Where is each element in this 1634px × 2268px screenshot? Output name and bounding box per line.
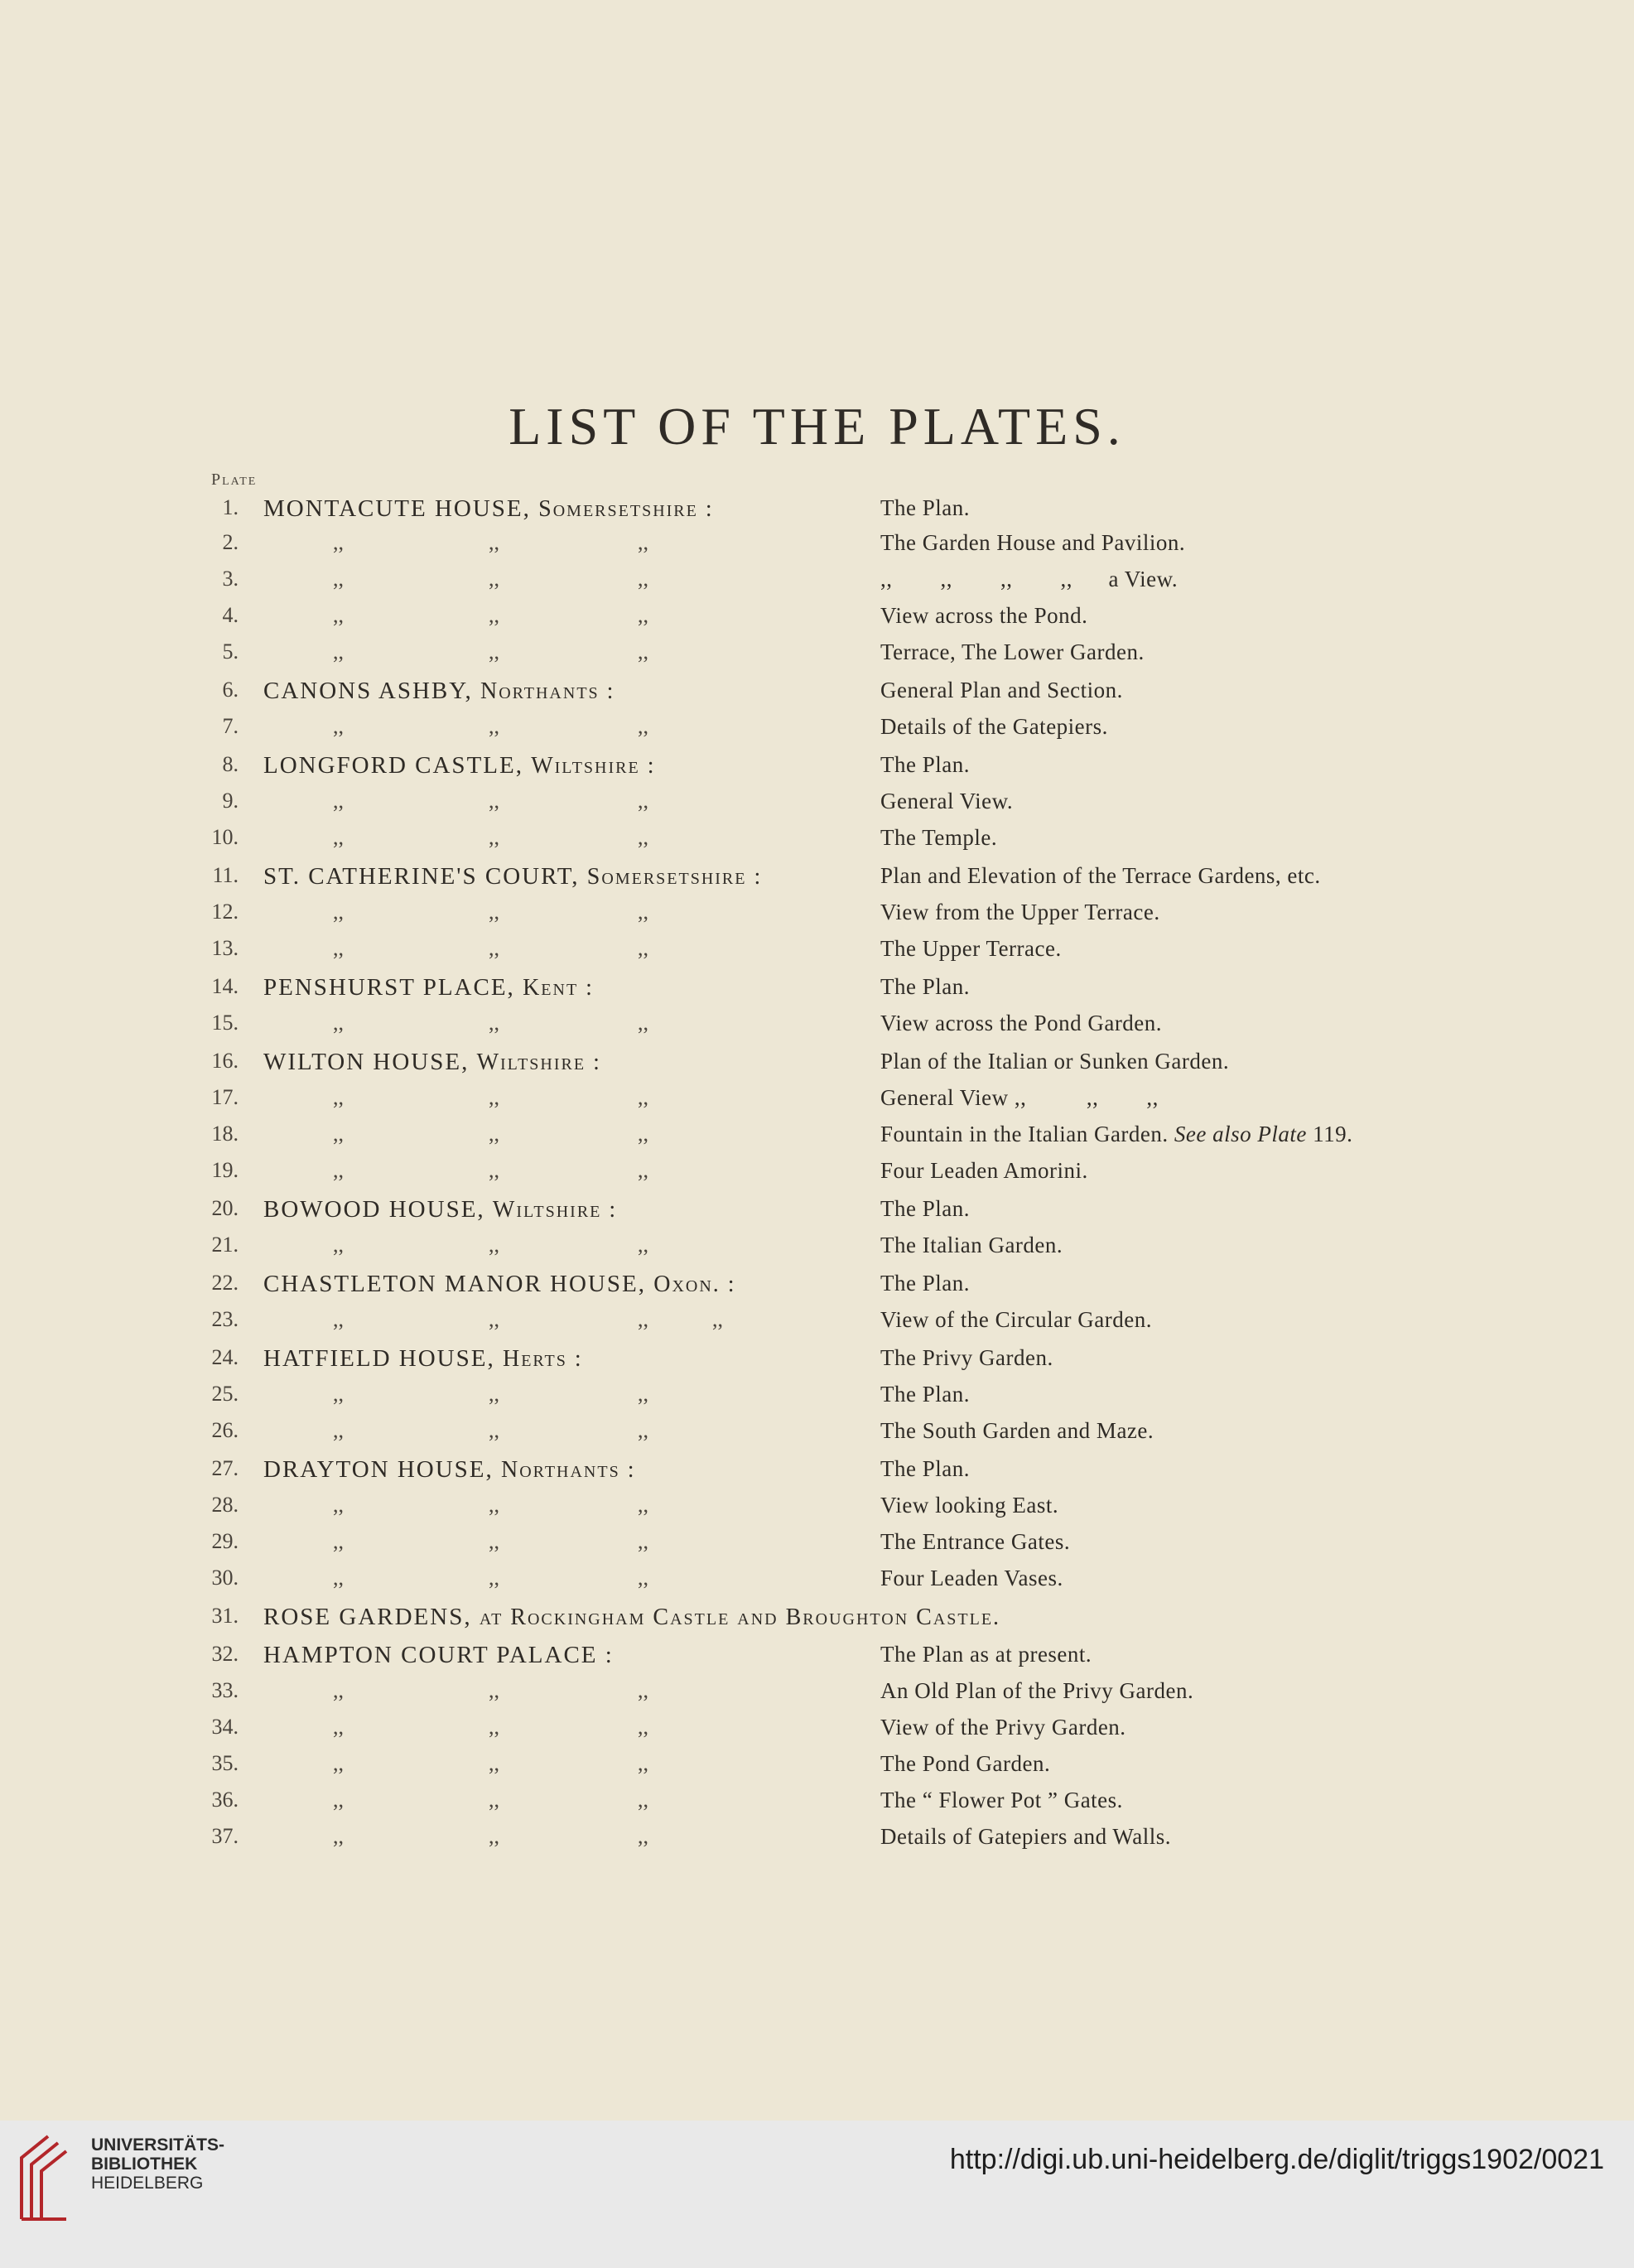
- ditto-mark: ,,: [333, 936, 344, 960]
- ditto-mark: ,,: [333, 900, 344, 924]
- place-name: [263, 678, 615, 705]
- plate-number: 29.: [211, 1529, 239, 1553]
- table-row: [0, 1529, 1634, 1562]
- county-name: at Rockingham Castle and Broughton Castle.: [479, 1604, 1001, 1630]
- ditto-mark: ,,: [638, 1011, 648, 1035]
- plate-description: [880, 1751, 1050, 1777]
- ditto-mark: ,,: [489, 1307, 499, 1331]
- description-text: View across the Pond Garden.: [880, 1011, 1163, 1035]
- ditto-mark: ,,: [638, 1158, 648, 1182]
- description-text: The Entrance Gates.: [880, 1529, 1071, 1554]
- plate-number: 28.: [211, 1493, 239, 1517]
- table-row: [0, 1233, 1634, 1266]
- plate-number: 36.: [211, 1788, 239, 1812]
- description-text: The Pond Garden.: [880, 1751, 1051, 1776]
- description-text: Four Leaden Amorini.: [880, 1158, 1088, 1183]
- plate-description: [880, 825, 997, 851]
- plate-number: 1.: [222, 495, 239, 519]
- ditto-mark: ,,: [333, 714, 344, 738]
- ditto-mark: ,,: [638, 1418, 648, 1442]
- ditto-mark: ,,: [333, 1788, 344, 1812]
- description-text: The “ Flower Pot ” Gates.: [880, 1788, 1123, 1812]
- plate-number: 6.: [222, 678, 239, 702]
- ditto-mark: ,,: [638, 936, 648, 960]
- table-row: [0, 752, 1634, 785]
- description-text: Plan and Elevation of the Terrace Gardens, etc.: [880, 863, 1321, 888]
- description-text: View from the Upper Terrace.: [880, 900, 1160, 924]
- ditto-mark: ,,: [638, 1678, 648, 1702]
- plate-description: [880, 1642, 1092, 1667]
- plate-description: [880, 936, 1062, 962]
- plate-description: [880, 1085, 1159, 1111]
- plate-description: [880, 789, 1013, 814]
- county-name: Northants :: [501, 1457, 636, 1483]
- ditto-mark: ,,: [638, 1529, 648, 1553]
- table-row: [0, 900, 1634, 933]
- table-row: [0, 1307, 1634, 1340]
- table-row: [0, 567, 1634, 600]
- place-name: [263, 1604, 1000, 1631]
- description-text: The Italian Garden.: [880, 1233, 1063, 1257]
- description-text: General View.: [880, 789, 1014, 813]
- table-row: [0, 1642, 1634, 1675]
- plate-number: 3.: [222, 567, 239, 591]
- ditto-mark: ,,: [638, 603, 648, 627]
- plate-number: 10.: [211, 825, 239, 849]
- plate-number: 35.: [211, 1751, 239, 1775]
- table-row: [0, 1456, 1634, 1489]
- plate-number: 8.: [222, 752, 239, 776]
- plate-description: [880, 974, 970, 1000]
- description-text: The Privy Garden.: [880, 1345, 1053, 1370]
- description-text: Details of the Gatepiers.: [880, 714, 1108, 739]
- county-name: Northants :: [480, 678, 615, 704]
- ditto-mark: ,,: [333, 1493, 344, 1517]
- plate-description: [880, 900, 1160, 925]
- plate-number: 33.: [211, 1678, 239, 1702]
- plate-number: 16.: [211, 1049, 239, 1073]
- ditto-mark: ,,: [333, 1011, 344, 1035]
- county-name: Wiltshire :: [531, 753, 656, 779]
- place-title: HAMPTON COURT PALACE :: [263, 1642, 614, 1668]
- table-row: [0, 1271, 1634, 1304]
- ditto-mark: ,,: [638, 1493, 648, 1517]
- ditto-mark: ,,: [333, 530, 344, 554]
- description-text: The Plan.: [880, 1456, 970, 1481]
- ditto-mark: ,,: [489, 530, 499, 554]
- place-name: [263, 1642, 614, 1669]
- plate-description: [880, 1271, 970, 1296]
- ditto-mark: ,,: [489, 1233, 499, 1257]
- description-text: The Plan as at present.: [880, 1642, 1092, 1667]
- place-title: MONTACUTE HOUSE,: [263, 495, 531, 522]
- description-text: The Plan.: [880, 1196, 970, 1221]
- plate-description: [880, 1824, 1171, 1850]
- ditto-mark: ,,: [638, 1382, 648, 1406]
- page-title: LIST OF THE PLATES.: [509, 397, 1125, 456]
- place-title: PENSHURST PLACE,: [263, 974, 515, 1001]
- description-text: General Plan and Section.: [880, 678, 1123, 702]
- library-name-line1: UNIVERSITÄTS-: [91, 2135, 225, 2155]
- plate-description: [880, 1382, 970, 1407]
- plate-number: 23.: [211, 1307, 239, 1331]
- cross-reference-number: 119.: [1313, 1122, 1353, 1146]
- ditto-mark: ,,: [333, 1233, 344, 1257]
- ditto-mark: ,,: [712, 1307, 723, 1331]
- ditto-mark: ,,: [489, 1418, 499, 1442]
- plate-number: 12.: [211, 900, 239, 924]
- table-row: [0, 1824, 1634, 1857]
- county-name: Wiltshire :: [492, 1197, 618, 1223]
- ditto-mark: ,,: [489, 1011, 499, 1035]
- plate-description: [880, 530, 1185, 556]
- county-name: Wiltshire :: [476, 1050, 601, 1075]
- description-text: View looking East.: [880, 1493, 1059, 1518]
- ditto-mark: ,,: [489, 603, 499, 627]
- table-row: [0, 1158, 1634, 1191]
- description-text: Four Leaden Vases.: [880, 1566, 1063, 1590]
- ditto-mark: ,,: [489, 1493, 499, 1517]
- ditto-mark: ,,: [489, 789, 499, 813]
- table-row: [0, 1382, 1634, 1415]
- ditto-mark: ,,: [489, 825, 499, 849]
- description-text: Fountain in the Italian Garden.: [880, 1122, 1169, 1146]
- place-name: [263, 495, 714, 523]
- table-row: [0, 1678, 1634, 1711]
- place-name: [263, 1049, 601, 1076]
- ditto-mark: ,,: [333, 1715, 344, 1739]
- library-logo-icon: [15, 2133, 70, 2222]
- plate-description: [880, 1566, 1063, 1591]
- table-row: [0, 1122, 1634, 1155]
- ditto-mark: ,,: [489, 1529, 499, 1553]
- place-name: [263, 974, 594, 1001]
- plate-description: [880, 1456, 970, 1482]
- plate-description: [880, 1345, 1053, 1371]
- plate-number: 9.: [222, 789, 239, 813]
- plate-description: [880, 1493, 1058, 1518]
- description-text: Terrace, The Lower Garden.: [880, 639, 1145, 664]
- ditto-mark: ,,: [638, 1085, 648, 1109]
- place-name: [263, 1271, 736, 1298]
- plate-number: 17.: [211, 1085, 239, 1109]
- description-text: The Plan.: [880, 495, 970, 520]
- plate-number: 37.: [211, 1824, 239, 1848]
- table-row: [0, 1751, 1634, 1784]
- plate-description: [880, 1715, 1126, 1740]
- plate-number: 21.: [211, 1233, 239, 1257]
- plate-description: [880, 639, 1145, 665]
- source-url-link[interactable]: http://digi.ub.uni-heidelberg.de/diglit/triggs1902/0021: [949, 2144, 1604, 2175]
- plate-number: 24.: [211, 1345, 239, 1369]
- description-text: The Plan.: [880, 974, 970, 999]
- table-row: [0, 714, 1634, 747]
- ditto-mark: ,,: [489, 567, 499, 591]
- description-text: The Garden House and Pavilion.: [880, 530, 1186, 555]
- ditto-mark: ,,: [489, 1566, 499, 1590]
- table-row: [0, 639, 1634, 673]
- plate-description: [880, 1158, 1088, 1184]
- description-text: View of the Privy Garden.: [880, 1715, 1126, 1740]
- table-row: [0, 974, 1634, 1007]
- ditto-mark: ,,: [638, 1824, 648, 1848]
- ditto-mark: ,,: [333, 789, 344, 813]
- county-name: Somersetshire :: [586, 864, 763, 890]
- place-name: [263, 863, 762, 890]
- place-title: CHASTLETON MANOR HOUSE,: [263, 1271, 646, 1297]
- ditto-mark: ,,: [489, 1715, 499, 1739]
- table-row: [0, 1604, 1634, 1637]
- plate-description: [880, 1049, 1229, 1074]
- cross-reference: See also Plate: [1174, 1122, 1307, 1146]
- description-text: View across the Pond.: [880, 603, 1088, 628]
- ditto-mark: ,,: [638, 900, 648, 924]
- plate-number: 20.: [211, 1196, 239, 1220]
- ditto-mark: ,,: [489, 1824, 499, 1848]
- ditto-mark: ,,: [333, 1158, 344, 1182]
- ditto-mark: ,,: [489, 936, 499, 960]
- plate-number: 30.: [211, 1566, 239, 1590]
- ditto-mark: ,,: [638, 530, 648, 554]
- plate-number: 27.: [211, 1456, 239, 1480]
- plate-number: 13.: [211, 936, 239, 960]
- ditto-mark: ,,: [638, 714, 648, 738]
- library-name-line3: HEIDELBERG: [91, 2174, 204, 2193]
- description-text: ,, ,, ,, ,, a View.: [880, 567, 1179, 591]
- ditto-mark: ,,: [489, 900, 499, 924]
- plate-number: 4.: [222, 603, 239, 627]
- place-name: [263, 1196, 617, 1223]
- plate-description: [880, 1122, 1352, 1147]
- table-row: [0, 1196, 1634, 1229]
- place-title: ST. CATHERINE'S COURT,: [263, 863, 580, 890]
- ditto-mark: ,,: [333, 1307, 344, 1331]
- table-row: [0, 789, 1634, 822]
- plate-description: [880, 1196, 970, 1222]
- ditto-mark: ,,: [489, 714, 499, 738]
- plate-column-heading: Plate: [211, 470, 258, 489]
- description-text: The Plan.: [880, 1382, 970, 1407]
- place-title: HATFIELD HOUSE,: [263, 1345, 495, 1372]
- library-name-line2: BIBLIOTHEK: [91, 2155, 198, 2174]
- table-row: [0, 1049, 1634, 1082]
- description-text: The Upper Terrace.: [880, 936, 1062, 961]
- ditto-mark: ,,: [638, 1566, 648, 1590]
- table-row: [0, 825, 1634, 858]
- ditto-mark: ,,: [333, 1824, 344, 1848]
- place-name: [263, 1456, 635, 1484]
- ditto-mark: ,,: [638, 1307, 648, 1331]
- plate-description: [880, 752, 970, 778]
- ditto-mark: ,,: [333, 1122, 344, 1146]
- table-row: [0, 1345, 1634, 1378]
- ditto-mark: ,,: [489, 1678, 499, 1702]
- county-name: Somersetshire :: [538, 496, 714, 522]
- plate-description: [880, 714, 1108, 740]
- plate-number: 34.: [211, 1715, 239, 1739]
- ditto-mark: ,,: [489, 1382, 499, 1406]
- plate-number: 18.: [211, 1122, 239, 1146]
- ditto-mark: ,,: [489, 1085, 499, 1109]
- plate-number: 25.: [211, 1382, 239, 1406]
- ditto-mark: ,,: [333, 603, 344, 627]
- ditto-mark: ,,: [333, 1529, 344, 1553]
- place-name: [263, 1345, 583, 1373]
- ditto-mark: ,,: [333, 1566, 344, 1590]
- table-row: [0, 678, 1634, 711]
- ditto-mark: ,,: [333, 1418, 344, 1442]
- table-row: [0, 1788, 1634, 1821]
- ditto-mark: ,,: [638, 825, 648, 849]
- plate-description: [880, 603, 1087, 629]
- table-row: [0, 863, 1634, 896]
- ditto-mark: ,,: [333, 825, 344, 849]
- description-text: The Plan.: [880, 1271, 970, 1296]
- description-text: The Plan.: [880, 752, 970, 777]
- table-row: [0, 1493, 1634, 1526]
- description-text: Details of Gatepiers and Walls.: [880, 1824, 1171, 1849]
- plate-number: 31.: [211, 1604, 239, 1628]
- ditto-mark: ,,: [333, 1382, 344, 1406]
- county-name: Kent :: [523, 975, 594, 1001]
- county-name: Oxon. :: [653, 1272, 736, 1297]
- plate-number: 11.: [212, 863, 239, 887]
- plate-description: [880, 1418, 1154, 1444]
- table-row: [0, 936, 1634, 969]
- ditto-mark: ,,: [638, 1233, 648, 1257]
- plate-description: [880, 1233, 1063, 1258]
- table-row: [0, 530, 1634, 563]
- plate-number: 7.: [222, 714, 239, 738]
- plate-description: [880, 1529, 1070, 1555]
- place-title: BOWOOD HOUSE,: [263, 1196, 485, 1223]
- place-name: [263, 752, 655, 779]
- place-title: WILTON HOUSE,: [263, 1049, 470, 1075]
- plate-description: [880, 1678, 1193, 1704]
- plate-description: [880, 1788, 1123, 1813]
- plate-number: 14.: [211, 974, 239, 998]
- plate-description: [880, 863, 1321, 889]
- description-text: The Temple.: [880, 825, 998, 850]
- plate-number: 22.: [211, 1271, 239, 1295]
- ditto-mark: ,,: [333, 1085, 344, 1109]
- ditto-mark: ,,: [489, 1158, 499, 1182]
- plate-description: [880, 567, 1178, 592]
- description-text: The South Garden and Maze.: [880, 1418, 1154, 1443]
- plate-number: 26.: [211, 1418, 239, 1442]
- table-row: [0, 1566, 1634, 1599]
- plate-description: [880, 1307, 1152, 1333]
- ditto-mark: ,,: [333, 567, 344, 591]
- county-name: Herts :: [502, 1346, 583, 1372]
- plate-description: [880, 678, 1123, 703]
- ditto-mark: ,,: [638, 1122, 648, 1146]
- place-title: ROSE GARDENS,: [263, 1604, 472, 1630]
- ditto-mark: ,,: [638, 1751, 648, 1775]
- ditto-mark: ,,: [489, 1788, 499, 1812]
- ditto-mark: ,,: [638, 1788, 648, 1812]
- description-text: An Old Plan of the Privy Garden.: [880, 1678, 1194, 1703]
- ditto-mark: ,,: [489, 639, 499, 664]
- table-row: [0, 1011, 1634, 1044]
- table-row: [0, 1715, 1634, 1748]
- ditto-mark: ,,: [333, 1678, 344, 1702]
- ditto-mark: ,,: [638, 789, 648, 813]
- footer-bar: [0, 2121, 1634, 2268]
- plate-number: 32.: [211, 1642, 239, 1666]
- ditto-mark: ,,: [489, 1122, 499, 1146]
- description-text: Plan of the Italian or Sunken Garden.: [880, 1049, 1230, 1074]
- table-row: [0, 1418, 1634, 1451]
- plate-description: [880, 1011, 1162, 1036]
- plate-number: 15.: [211, 1011, 239, 1035]
- table-row: [0, 1085, 1634, 1118]
- library-name: [91, 2135, 224, 2193]
- place-title: LONGFORD CASTLE,: [263, 752, 523, 779]
- description-text: General View ,, ,, ,,: [880, 1085, 1159, 1110]
- plate-number: 19.: [211, 1158, 239, 1182]
- plate-number: 2.: [222, 530, 239, 554]
- table-row: [0, 495, 1634, 528]
- place-title: DRAYTON HOUSE,: [263, 1456, 494, 1483]
- ditto-mark: ,,: [333, 1751, 344, 1775]
- ditto-mark: ,,: [638, 1715, 648, 1739]
- ditto-mark: ,,: [638, 639, 648, 664]
- ditto-mark: ,,: [489, 1751, 499, 1775]
- table-row: [0, 603, 1634, 636]
- ditto-mark: ,,: [333, 639, 344, 664]
- plate-description: [880, 495, 970, 521]
- plate-number: 5.: [222, 639, 239, 664]
- place-title: CANONS ASHBY,: [263, 678, 473, 704]
- description-text: View of the Circular Garden.: [880, 1307, 1153, 1332]
- ditto-mark: ,,: [638, 567, 648, 591]
